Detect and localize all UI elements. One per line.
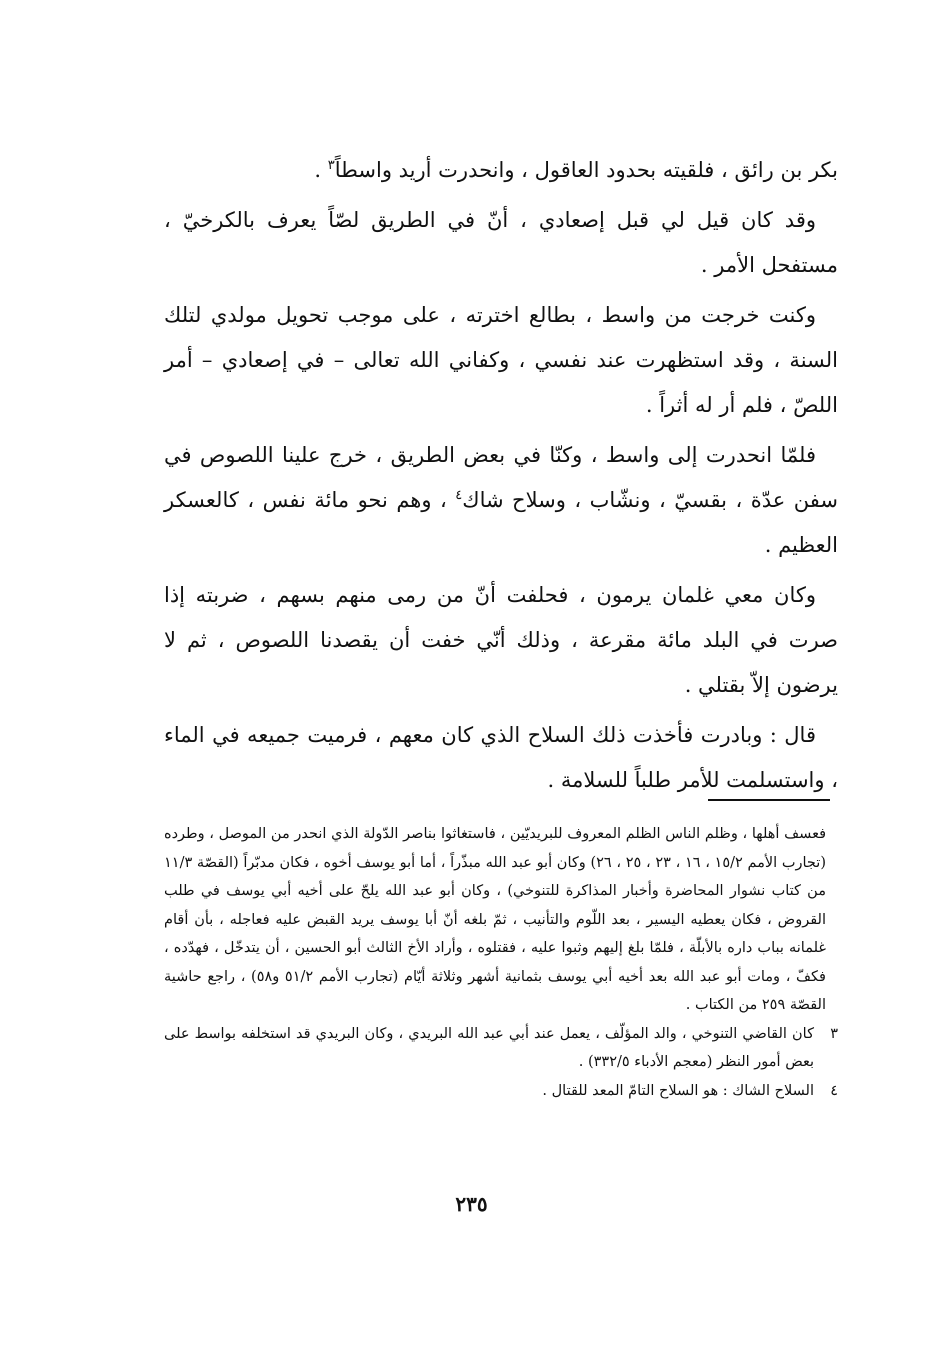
footnote-continuation: فعسف أهلها ، وظلم الناس الظلم المعروف للبريديّين ، فاستغاثوا بناصر الدّولة الذي انحدر من الموصل ، وطرده (تجارب الأمم ١٥/٢ ، ١٦ ، ٢٣ ، ٢٥ ، ٢٦) وكان أبو عبد الله مبذّراً ، أما أبو يوسف أخوه ، فكان مدبّراً (القصّة ١١/٣ من كتاب نشوار المحاضرة وأخبار المذاكرة للتنوخي) ، وكان أبو عبد الله يلحّ على أخيه أبي يوسف في طلب القروض ، فكان يعطيه اليسير ، بعد اللّوم والتأنيب ، ثمّ بلغه أنّ أبا يوسف يريد القبض عليه فعاجله ، بأن أقام غلمانه بباب داره بالأبلّة ، فلمّا بلغ إليهم وثبوا عليه ، فقتلوه ، وأراد الأخ الثالث أبو الحسين ، أن يتدخّل ، فهدّده ، فكفّ ، ومات أبو عبد الله بعد أخيه أبي يوسف بثمانية أشهر وثلاثة أيّام (تجارب الأمم ٥١/٢ و٥٨) ، راجع حاشية القصّة ٢٥٩ من الكتاب . — [164, 826, 826, 1013]
footnote-4-text: السلاح الشاك : هو السلاح التامّ المعد للقتال . — [542, 1082, 814, 1099]
footnote-divider — [708, 799, 830, 801]
paragraph-1 — [164, 148, 838, 193]
paragraph-3: وكنت خرجت من واسط ، بطالع اخترته ، على موجب تحويل مولدي لتلك السنة ، وقد استظهرت عند نفسي ، وكفاني الله تعالى – في إصعادي – أمر اللصّ ، فلم أر له أثراً . — [164, 303, 838, 417]
paragraph-5: وكان معي غلمان يرمون ، فحلفت أنّ من رمى منهم بسهم ، ضربته إذا صرت في البلد مائة مقرعة ، وذلك أنّي خفت أن يقصدنا اللصوص ، ثم لا يرضون إلاّ بقتلي . — [164, 583, 838, 697]
paragraph-4 — [164, 433, 838, 568]
paragraph-2: وقد كان قيل لي قبل إصعادي ، أنّ في الطريق لصّاً يعرف بالكرخيّ ، مستفحل الأمر . — [164, 208, 838, 277]
paragraph-6: قال : وبادرت فأخذت ذلك السلاح الذي كان معهم ، فرميت جميعه في الماء ، واستسلمت للأمر طلباً للسلامة . — [164, 723, 838, 792]
footnote-3 — [164, 1020, 838, 1077]
paragraph-4-text-b: ، وهم نحو مائة نفس ، كالعسكر العظيم . — [164, 488, 838, 557]
footnote-ref-4: ٤ — [455, 488, 463, 503]
footnote-3-text: كان القاضي التنوخي ، والد المؤلّف ، يعمل عند أبي عبد الله البريدي ، وكان البريدي قد استخلفه بواسط على بعض أمور النظر (معجم الأدباء ٣٣٢/٥) . — [164, 1025, 814, 1070]
footnotes — [164, 820, 838, 1105]
paragraph-1-text: بكر بن رائق ، فلقيته بحدود العاقول ، وانحدرت أريد واسطاً — [334, 158, 838, 182]
footnote-3-number: ٣ — [830, 1025, 838, 1042]
main-text — [164, 148, 838, 808]
paragraph-1-end: . — [314, 158, 328, 182]
paragraph-4-text-a: فلمّا انحدرت إلى واسط ، وكنّا في بعض الطريق ، خرج علينا اللصوص في سفن عدّة ، بقسيّ ، ونشّاب ، وسلاح شاك — [164, 443, 839, 512]
footnote-4 — [164, 1077, 838, 1106]
footnote-4-number: ٤ — [830, 1082, 838, 1099]
footnote-ref-3: ٣ — [327, 158, 335, 173]
page-number: ٢٣٥ — [455, 1192, 488, 1216]
